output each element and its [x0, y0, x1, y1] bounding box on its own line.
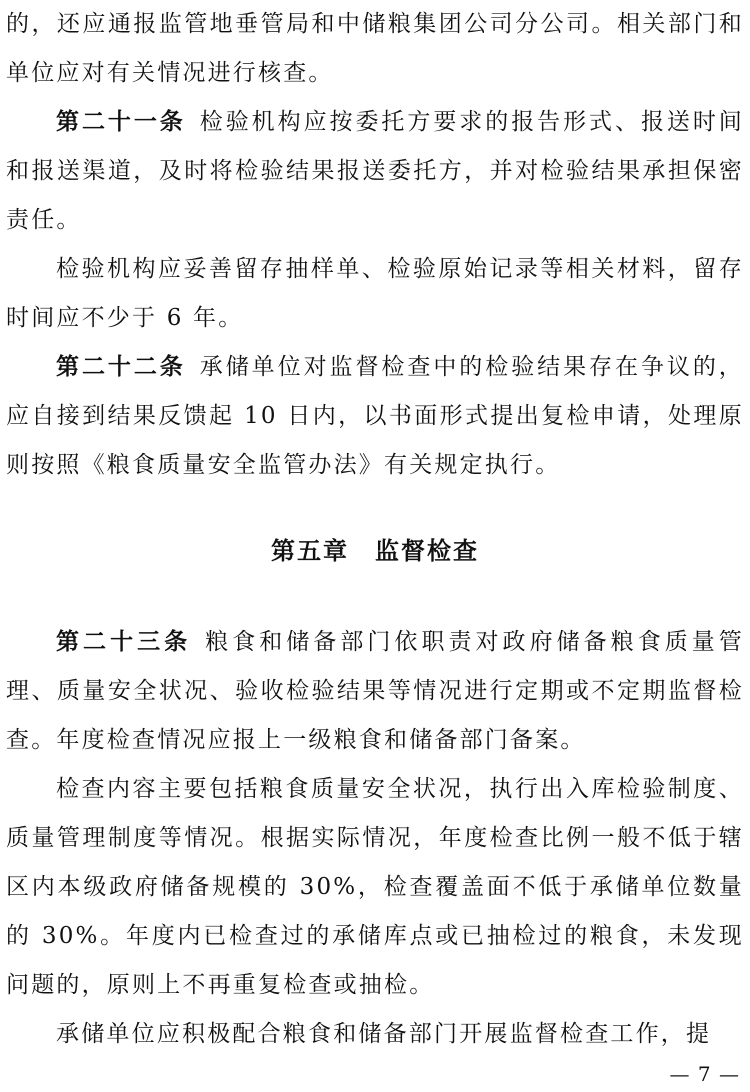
- paragraph-continuation: 的，还应通报监管地垂管局和中储粮集团公司分公司。相关部门和单位应对有关情况进行核查。: [6, 11, 744, 86]
- article-text: 检验机构应按委托方要求的报告形式、报送时间和报送渠道，及时将检验结果报送委托方，并对检验结果承担保密责任。: [6, 109, 745, 233]
- page-number: — 7 —: [669, 1062, 740, 1086]
- article-number: 第二十二条: [56, 354, 186, 380]
- text-block-upper: [6, 0, 744, 490]
- article-text: 粮食和储备部门依职责对政府储备粮食质量管理、质量安全状况、验收检验结果等情况进行定期或不定期监督检查。年度检查情况应报上一级粮食和储备部门备案。: [6, 629, 745, 753]
- paragraph-inspection-content: 检查内容主要包括粮食质量安全状况，执行出入库检验制度、质量管理制度等情况。根据实际情况，年度检查比例一般不低于辖区内本级政府储备规模的 30%，检查覆盖面不低于承储单位数量的 30%。年度内已检查过的承储库点或已抽检过的粮食，未发现问题的，原则上不再重复检查或抽检。: [6, 776, 744, 998]
- article-number: 第二十一条: [56, 109, 186, 135]
- paragraph-record-retention: 检验机构应妥善留存抽样单、检验原始记录等相关材料，留存时间应不少于 6 年。: [6, 256, 744, 331]
- article-number: 第二十三条: [56, 629, 192, 655]
- paragraph-article-23: [6, 618, 744, 765]
- article-text: 承储单位对监督检查中的检验结果存在争议的，应自接到结果反馈起 10 日内，以书面形式提出复检申请，处理原则按照《粮食质量安全监管办法》有关规定执行。: [6, 354, 745, 478]
- paragraph-cooperation: 承储单位应积极配合粮食和储备部门开展监督检查工作，提: [56, 1021, 712, 1047]
- chapter-heading: 第五章 监督检查: [271, 537, 479, 565]
- paragraph-article-22: [6, 343, 744, 490]
- text-block-lower: [6, 618, 744, 1059]
- paragraph-article-21: [6, 98, 744, 245]
